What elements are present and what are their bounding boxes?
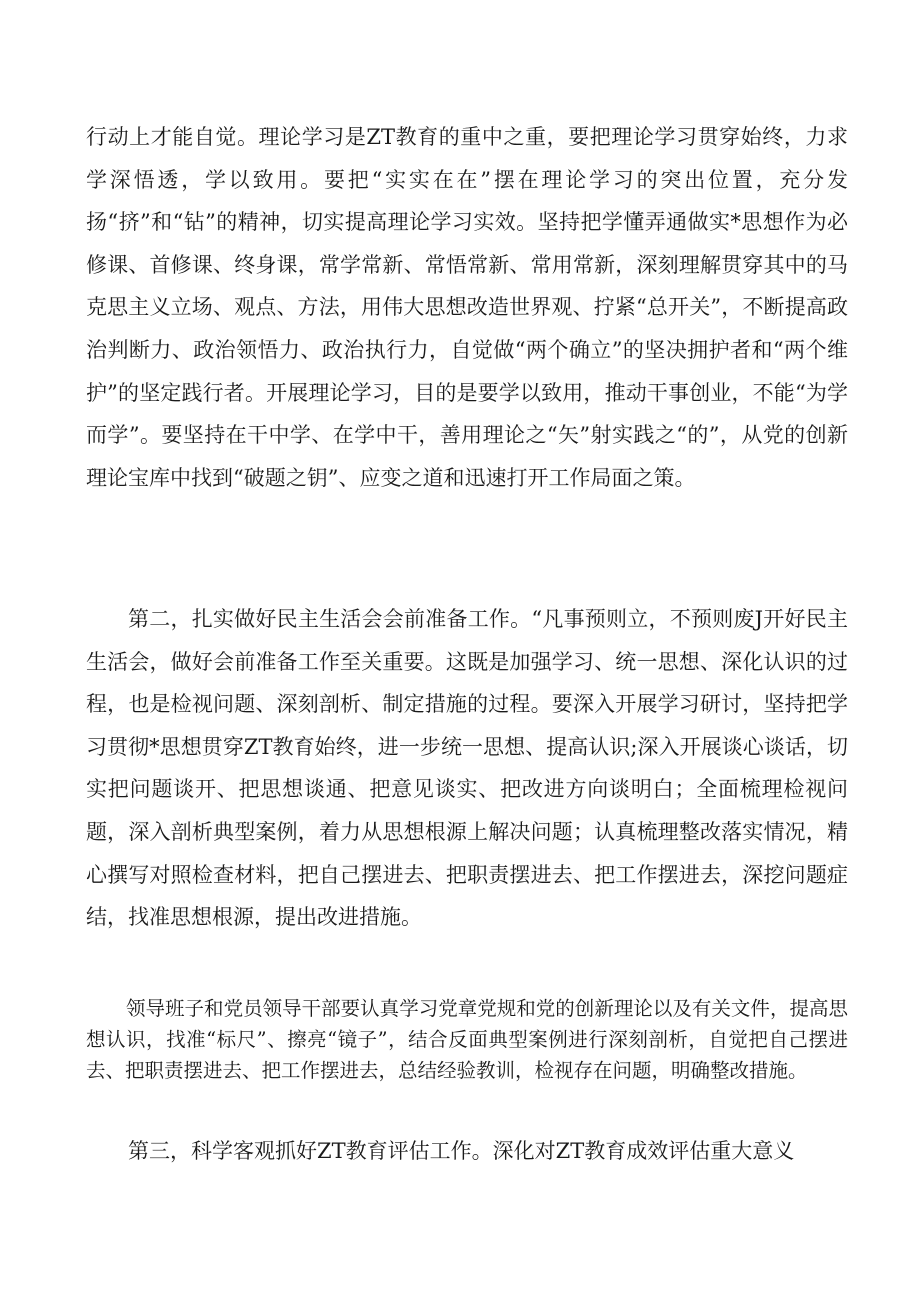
paragraph-second-point: 第二，扎实做好民主生活会会前准备工作。“凡事预则立，不预则废J开好民主生活会，做好会前准备工作至关重要。这既是加强学习、统一思想、深化认识的过程，也是检视问题、深刻剖析、制定措施的过程。要深入开展学习研讨，坚持把学习贯彻*思想贯穿ZT教育始终，进一步统一思想、提高认识;深入开展谈心谈话，切实把问题谈开、把思想谈通、把意见谈实、把改进方向谈明白；全面梳理检视问题，深入剖析典型案例，着力从思想根源上解决问题；认真梳理整改落实情况，精心撰写对照检查材料，把自己摆进去、把职责摆进去、把工作摆进去，深挖问题症结，找准思想根源，提出改进措施。 (86, 607, 848, 930)
paragraph-leadership-study: 领导班子和党员领导干部要认真学习党章党规和党的创新理论以及有关文件，提高思想认识，找准“标尺”、擦亮“镜子”，结合反面典型案例进行深刻剖析，自觉把自己摆进去、把职责摆进去、把工作摆进去，总结经验教训，检视存在问题，明确整改措施。 (86, 997, 848, 1082)
paragraph-theory-study: 行动上才能自觉。理论学习是ZT教育的重中之重，要把理论学习贯穿始终，力求学深悟透，学以致用。要把“实实在在”摆在理论学习的突出位置，充分发扬“挤”和“钻”的精神，切实提高理论学习实效。坚持把学懂弄通做实*思想作为必修课、首修课、终身课，常学常新、常悟常新、常用常新，深刻理解贯穿其中的马克思主义立场、观点、方法，用伟大思想改造世界观、拧紧“总开关”，不断提高政治判断力、政治领悟力、政治执行力，自觉做“两个确立”的坚决拥护者和“两个维护”的坚定践行者。开展理论学习，目的是要学以致用，推动干事创业，不能“为学而学”。要坚持在干中学、在学中干，善用理论之“矢”射实践之“的”，从党的创新理论宝库中找到“破题之钥”、应变之道和迅速打开工作局面之策。 (86, 125, 848, 490)
paragraph-third-point: 第三，科学客观抓好ZT教育评估工作。深化对ZT教育成效评估重大意义 (128, 1139, 795, 1163)
